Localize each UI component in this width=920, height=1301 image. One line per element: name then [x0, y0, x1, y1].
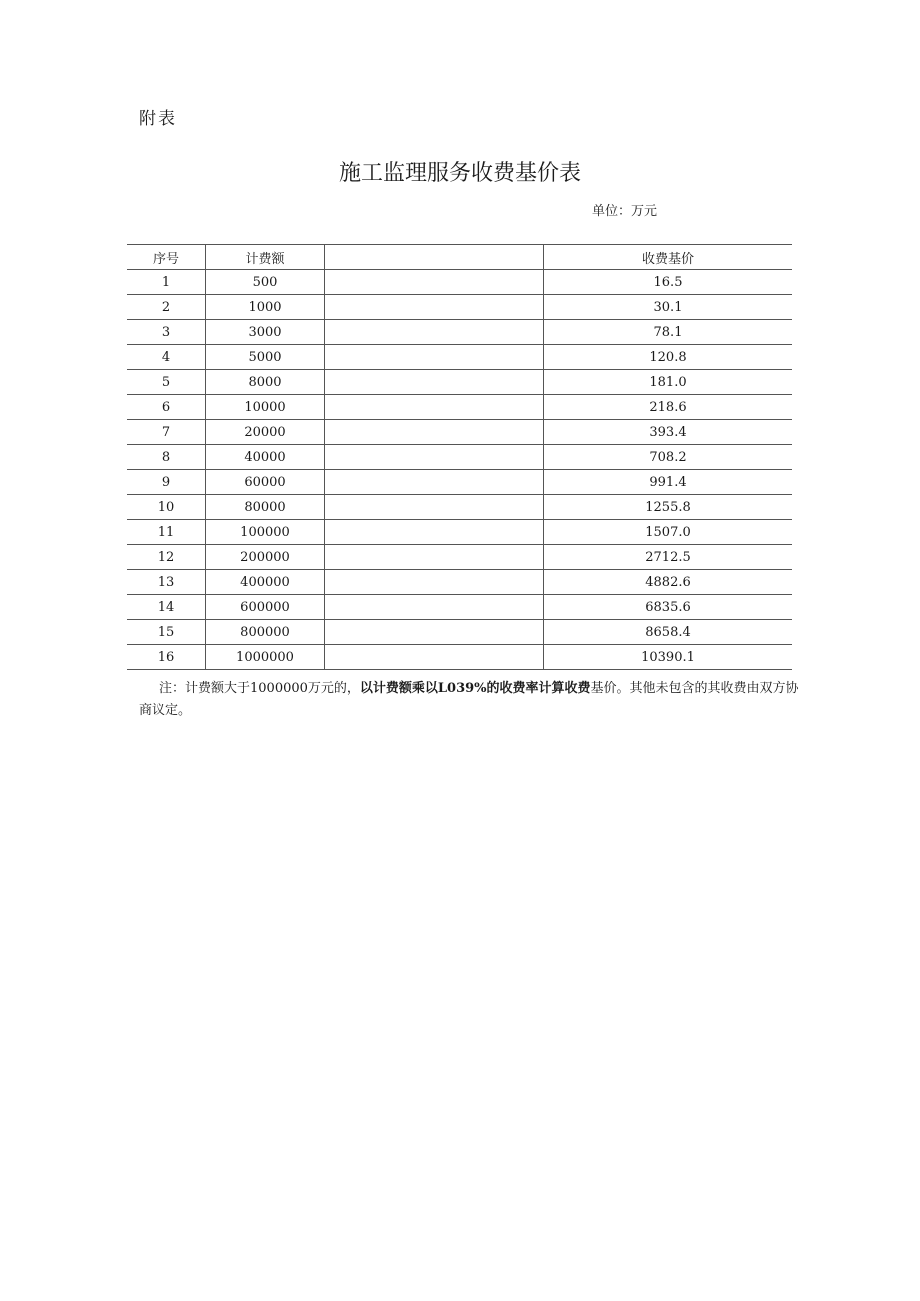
cell-price: 708.2	[544, 445, 793, 470]
table-row	[127, 470, 792, 495]
cell-amount: 800000	[206, 620, 325, 645]
cell-blank	[325, 570, 544, 595]
cell-no: 3	[127, 320, 206, 345]
table-row	[127, 545, 792, 570]
cell-blank	[325, 445, 544, 470]
table-row	[127, 645, 792, 670]
footnote	[139, 678, 799, 722]
table-header-row	[127, 245, 792, 270]
cell-amount: 3000	[206, 320, 325, 345]
cell-blank	[325, 470, 544, 495]
cell-blank	[325, 270, 544, 295]
cell-amount: 600000	[206, 595, 325, 620]
cell-price: 181.0	[544, 370, 793, 395]
table-row	[127, 495, 792, 520]
table-row	[127, 420, 792, 445]
cell-no: 9	[127, 470, 206, 495]
cell-amount: 1000	[206, 295, 325, 320]
cell-blank	[325, 620, 544, 645]
cell-blank	[325, 545, 544, 570]
cell-price: 991.4	[544, 470, 793, 495]
header-amount: 计费额	[206, 245, 325, 270]
cell-price: 8658.4	[544, 620, 793, 645]
cell-blank	[325, 345, 544, 370]
table-row	[127, 595, 792, 620]
cell-blank	[325, 520, 544, 545]
cell-blank	[325, 395, 544, 420]
cell-amount: 20000	[206, 420, 325, 445]
cell-amount: 500	[206, 270, 325, 295]
cell-price: 1507.0	[544, 520, 793, 545]
cell-no: 7	[127, 420, 206, 445]
table-row	[127, 270, 792, 295]
cell-no: 14	[127, 595, 206, 620]
cell-price: 1255.8	[544, 495, 793, 520]
cell-price: 30.1	[544, 295, 793, 320]
cell-no: 16	[127, 645, 206, 670]
note-part1: 注：计费额大于1000000万元的，	[159, 681, 360, 696]
table-row	[127, 345, 792, 370]
table-row	[127, 295, 792, 320]
cell-price: 2712.5	[544, 545, 793, 570]
cell-price: 393.4	[544, 420, 793, 445]
cell-no: 13	[127, 570, 206, 595]
table-row	[127, 320, 792, 345]
unit-label: 单位：万元	[592, 204, 658, 219]
page-title: 施工监理服务收费基价表	[338, 161, 581, 186]
note-part3: 基价。其他未包含的其收费由双方协商议定。	[139, 681, 799, 718]
cell-amount: 80000	[206, 495, 325, 520]
cell-price: 10390.1	[544, 645, 793, 670]
cell-no: 1	[127, 270, 206, 295]
cell-no: 10	[127, 495, 206, 520]
cell-no: 5	[127, 370, 206, 395]
header-no: 序号	[127, 245, 206, 270]
cell-blank	[325, 495, 544, 520]
header-price: 收费基价	[544, 245, 793, 270]
cell-no: 4	[127, 345, 206, 370]
cell-amount: 400000	[206, 570, 325, 595]
cell-blank	[325, 295, 544, 320]
cell-blank	[325, 320, 544, 345]
cell-amount: 100000	[206, 520, 325, 545]
table-row	[127, 395, 792, 420]
cell-price: 218.6	[544, 395, 793, 420]
cell-amount: 8000	[206, 370, 325, 395]
table-row	[127, 520, 792, 545]
cell-amount: 5000	[206, 345, 325, 370]
cell-no: 6	[127, 395, 206, 420]
cell-blank	[325, 420, 544, 445]
cell-blank	[325, 370, 544, 395]
table-row	[127, 620, 792, 645]
cell-price: 120.8	[544, 345, 793, 370]
note-bold: 以计费额乘以L039%的收费率计算收费	[359, 681, 591, 696]
header-blank	[325, 245, 544, 270]
cell-no: 11	[127, 520, 206, 545]
cell-price: 16.5	[544, 270, 793, 295]
cell-amount: 200000	[206, 545, 325, 570]
cell-price: 6835.6	[544, 595, 793, 620]
cell-amount: 60000	[206, 470, 325, 495]
cell-price: 4882.6	[544, 570, 793, 595]
cell-no: 8	[127, 445, 206, 470]
cell-no: 12	[127, 545, 206, 570]
cell-amount: 10000	[206, 395, 325, 420]
cell-blank	[325, 645, 544, 670]
fee-table	[127, 244, 792, 670]
appendix-label: 附表	[139, 109, 177, 129]
cell-no: 15	[127, 620, 206, 645]
table-row	[127, 570, 792, 595]
cell-amount: 40000	[206, 445, 325, 470]
table-row	[127, 370, 792, 395]
table-row	[127, 445, 792, 470]
cell-amount: 1000000	[206, 645, 325, 670]
cell-no: 2	[127, 295, 206, 320]
cell-blank	[325, 595, 544, 620]
cell-price: 78.1	[544, 320, 793, 345]
